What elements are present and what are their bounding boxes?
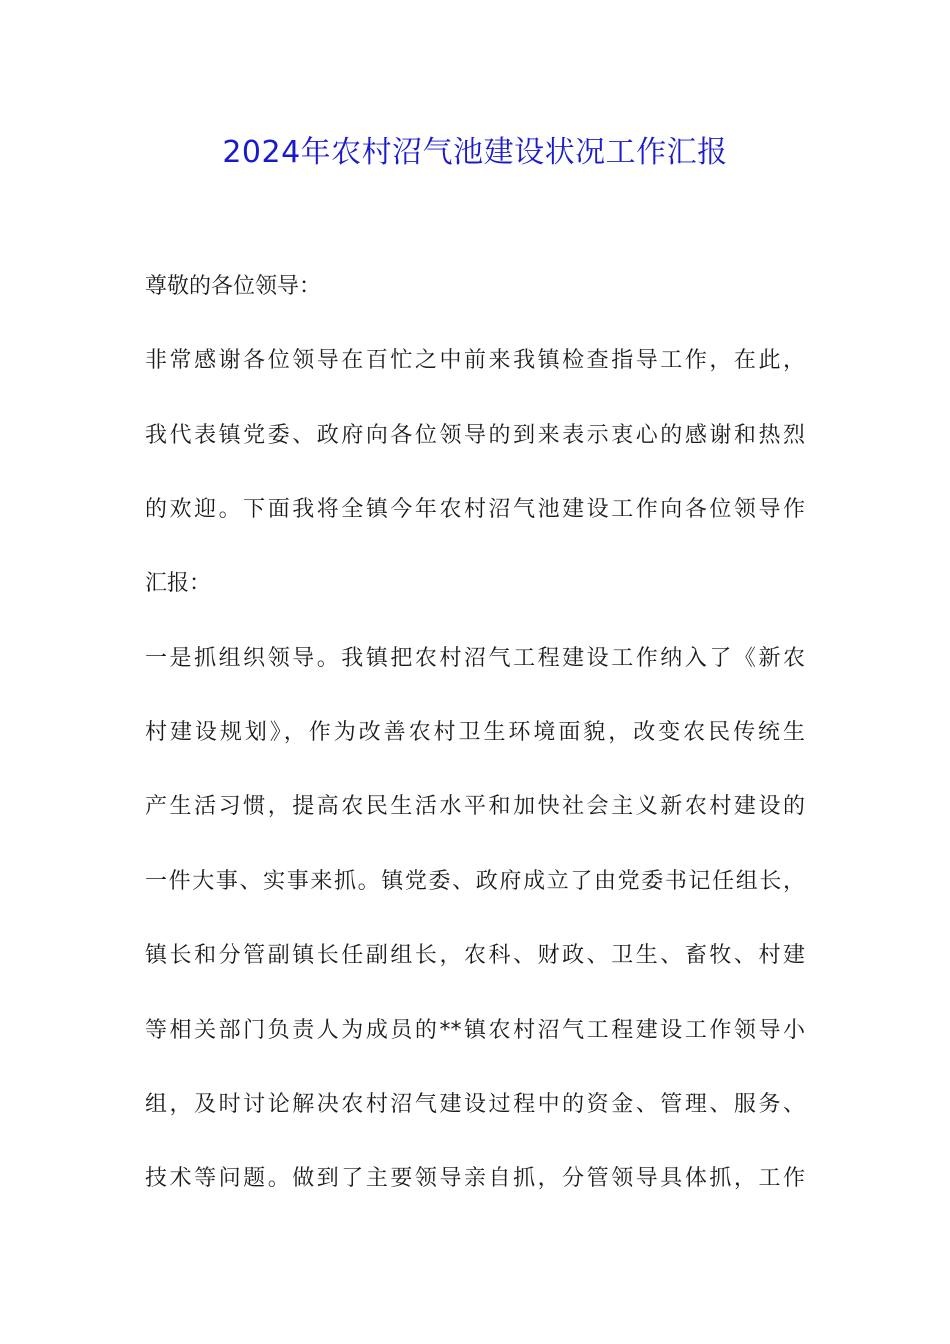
paragraph-line: 一是抓组织领导。我镇把农村沼气工程建设工作纳入了《新农 bbox=[145, 646, 805, 671]
paragraph-line: 的欢迎。下面我将全镇今年农村沼气池建设工作向各位领导作 bbox=[145, 497, 805, 522]
paragraph-line: 我代表镇党委、政府向各位领导的到来表示衷心的感谢和热烈 bbox=[145, 423, 805, 448]
paragraph-line: 技术等问题。做到了主要领导亲自抓，分管领导具体抓，工作 bbox=[145, 1166, 805, 1191]
paragraph-line: 产生活习惯，提高农民生活水平和加快社会主义新农村建设的 bbox=[145, 794, 805, 819]
paragraph-line: 非常感谢各位领导在百忙之中前来我镇检查指导工作，在此， bbox=[145, 348, 805, 373]
paragraph-line: 组，及时讨论解决农村沼气建设过程中的资金、管理、服务、 bbox=[145, 1092, 805, 1117]
paragraph-line: 一件大事、实事来抓。镇党委、政府成立了由党委书记任组长， bbox=[145, 869, 805, 894]
paragraph-line: 村建设规划》，作为改善农村卫生环境面貌，改变农民传统生 bbox=[145, 720, 805, 745]
paragraph-line: 等相关部门负责人为成员的**镇农村沼气工程建设工作领导小 bbox=[145, 1018, 805, 1043]
paragraph-line: 汇报： bbox=[145, 571, 212, 596]
greeting: 尊敬的各位领导： bbox=[145, 274, 322, 299]
paragraph-line: 镇长和分管副镇长任副组长，农科、财政、卫生、畜牧、村建 bbox=[145, 943, 805, 968]
document-title: 2024年农村沼气池建设状况工作汇报 bbox=[222, 135, 728, 170]
